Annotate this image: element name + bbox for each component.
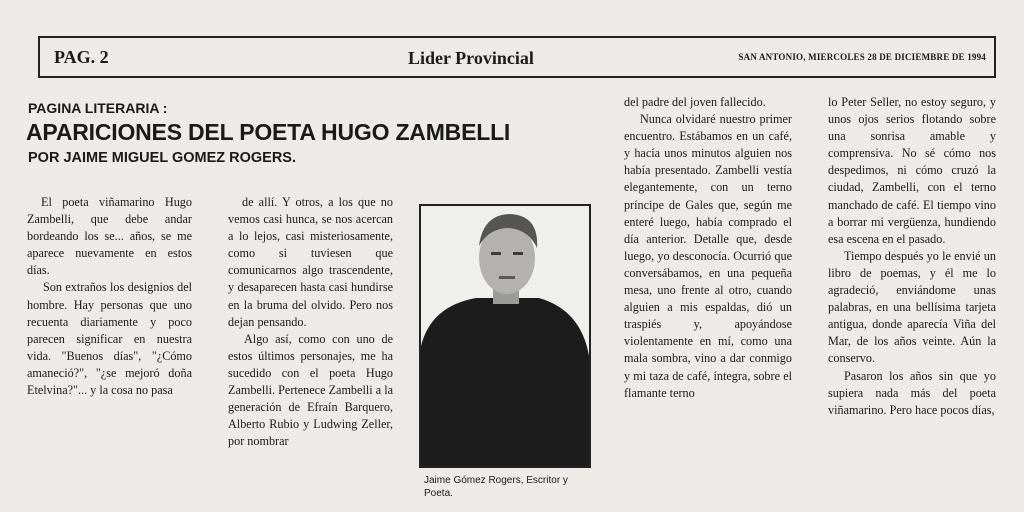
page-number: PAG. 2 — [54, 47, 109, 67]
paragraph: del padre del joven fallecido. — [624, 95, 766, 109]
paragraph: Tiempo después yo le envié un libro de poemas, y él me lo agradeció, enviándome unas palabras, en una bellísima tarjeta antigua, donde aparecía Viña del Mar, de los años veinte. Aún la conservo. — [828, 248, 996, 366]
text-column-4 — [828, 94, 996, 419]
portrait-illustration — [421, 206, 589, 466]
article-headline: APARICIONES DEL POETA HUGO ZAMBELLI — [26, 119, 511, 145]
article-byline: POR JAIME MIGUEL GOMEZ ROGERS. — [28, 150, 297, 166]
paragraph: Algo así, como con uno de estos últimos personajes, me ha sucedido con el poeta Hugo Zambelli. Pertenece Zambelli a la generación de Efraín Barquero, Alberto Rubio y Ludwing Zeller, por nombrar — [228, 331, 393, 449]
text-column-3 — [624, 94, 792, 402]
page-header — [38, 36, 996, 78]
paragraph: Nunca olvidaré nuestro primer encuentro. Estábamos en un café, y hacía unos minutos alguien nos había presentado. Zambelli vestía elegantemente, con un terno príncipe de Gales que, según me enteré luego, había comprado el día anterior. Detalle que, desde luego, yo desconocía. Ocurrió que conversábamos, en una pequeña mesa, uno frente al otro, cuando alguien a mis espaldas, dió un traspiés y, apoyándose violentamente en mí, como una mala sombra, vino a dar conmigo y mi taza de café, íntegra, sobre el flamante terno — [624, 112, 792, 400]
author-photo — [419, 204, 591, 468]
paragraph: Pasaron los años sin que yo supiera nada más del poeta viñamarino. Pero hace pocos días, — [828, 368, 996, 417]
paragraph: Son extraños los designios del hombre. Hay personas que uno recuenta diariamente y poco parecen significar en nuestra vida. "Buenos días", "¿Cómo amaneció?", "¿se mejoró doña Etelvina?"... y la cosa no pasa — [27, 280, 192, 398]
paragraph: El poeta viñamarino Hugo Zambelli, que debe andar bordeando los se... años, se me aparece nuevamente en estos días. — [27, 195, 192, 278]
section-label: PAGINA LITERARIA : — [28, 100, 168, 116]
paragraph: de allí. Y otros, a los que no vemos casi hunca, se nos acercan a lo lejos, casi misteriosamente, como si tuviesen que comunicarnos algo trascendente, y desaparecen hasta casi hundirse en la bruma del olvido. Pero nos dejan pensando. — [228, 195, 393, 329]
dateline: SAN ANTONIO, MIERCOLES 28 DE DICIEMBRE DE 1994 — [738, 52, 986, 62]
text-column-2 — [228, 194, 393, 450]
paragraph: lo Peter Seller, no estoy seguro, y unos ojos serios flotando sobre una sonrisa amable y comprensiva. No sé cómo nos despedimos, ni cómo cruzó la ciudad, Zambelli, con el terno manchado de café. El tiempo vino a borrar mi vergüenza, hundiendo esa escena en el pasado. — [828, 95, 996, 246]
photo-caption: Jaime Gómez Rogers, Escritor y Poeta. — [424, 475, 568, 499]
text-column-1 — [27, 194, 192, 399]
newspaper-name: Lider Provincial — [408, 48, 534, 68]
